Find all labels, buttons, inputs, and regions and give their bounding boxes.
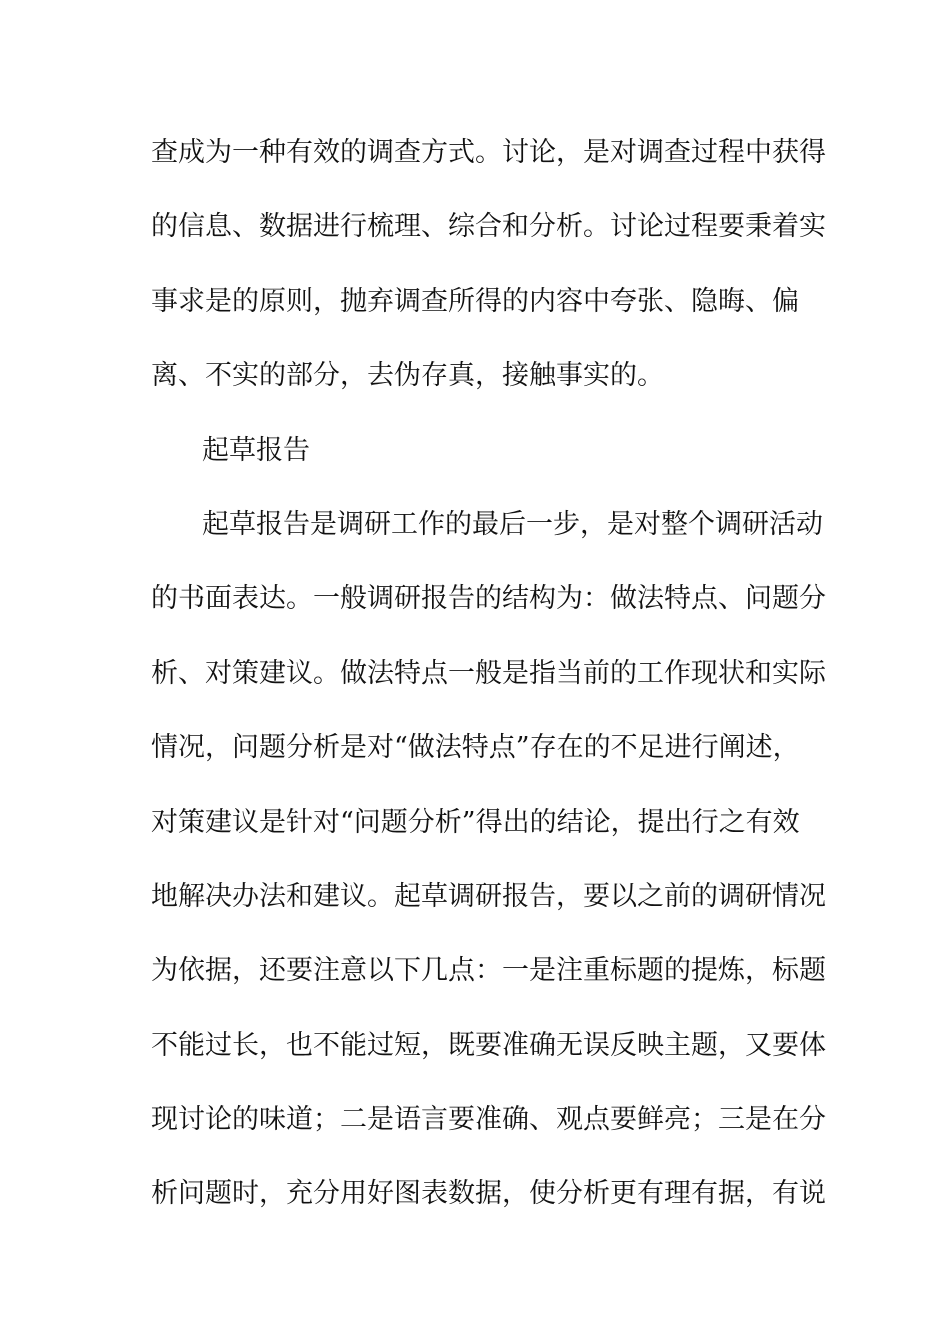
text-line: 地解决办法和建议。起草调研报告，要以之前的调研情况: [151, 880, 826, 912]
text-line: 查成为一种有效的调查方式。讨论，是对调查过程中获得: [151, 137, 826, 168]
text-line: 的书面表达。一般调研报告的结构为：做法特点、问题分: [151, 583, 826, 615]
text-line: 为依据，还要注意以下几点：一是注重标题的提炼，标题: [151, 955, 826, 987]
text-line: 起草报告是调研工作的最后一步，是对整个调研活动: [202, 508, 823, 540]
text-line: 对策建议是针对“问题分析”得出的结论，提出行之有效: [151, 806, 800, 838]
text-line: 离、不实的部分，去伪存真，接触事实的。: [151, 360, 664, 392]
text-line: 现讨论的味道；二是语言要准确、观点要鲜亮；三是在分: [151, 1104, 826, 1136]
body-text: [151, 128, 826, 1244]
text-line: 不能过长，也不能过短，既要准确无误反映主题，又要体: [151, 1029, 826, 1061]
text-line: 析、对策建议。做法特点一般是指当前的工作现状和实际: [151, 657, 826, 689]
section-heading: 起草报告: [202, 434, 310, 466]
text-line: 事求是的原则，抛弃调查所得的内容中夸张、隐晦、偏: [151, 285, 799, 317]
text-line: 的信息、数据进行梳理、综合和分析。讨论过程要秉着实: [151, 211, 826, 243]
text-line: 析问题时，充分用好图表数据，使分析更有理有据，有说: [151, 1178, 826, 1210]
text-line: 情况，问题分析是对“做法特点”存在的不足进行阐述，: [151, 732, 800, 764]
